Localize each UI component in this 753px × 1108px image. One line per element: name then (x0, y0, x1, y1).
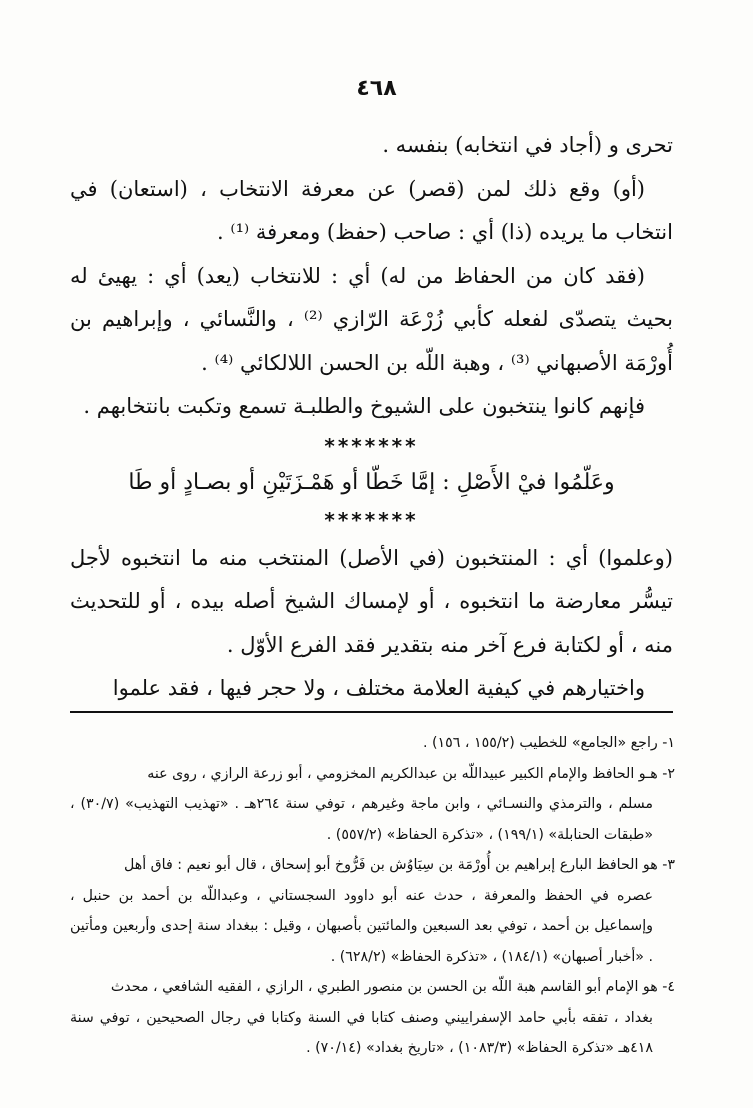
stars-divider-bottom: ******* (324, 507, 419, 532)
page-number: ٤٦٨ (356, 76, 397, 101)
paragraph-3: (فقد كان من الحفاظ من له) أي : للانتخاب (يعد) أي : يهيئ له بحيث يتصدّى لفعله كأبي زُرْعَة الرّازي ⁽²⁾ ، والنَّسائي ، وإبراهيم بن أُورْمَة الأصبهاني ⁽³⁾ ، وهبة اللّه بن الحسن اللالكائي ⁽⁴⁾ . (70, 263, 673, 375)
footnote-1: ١- راجع «الجامع» للخطيب (١٥٥/٢ ، ١٥٦) . (422, 735, 675, 751)
footnote-2-first-line: ٢- هـو الحافظ والإمام الكبير عبيداللّه بن عبدالكريم المخزومي ، أبو زرعة الرازي ، روى عنه (147, 765, 675, 782)
footnotes (70, 728, 675, 1064)
footnote-2-continuation: مسلم ، والترمذي والنسـائي ، وابن ماجة وغيرهم ، توفي سنة ٢٦٤هـ . «تهذيب التهذيب» (٣٠/٧) ، «طبقات الحنابلة» (١٩٩/١) ، «تذكرة الحفاظ» (٥٥٧/٢) . (70, 796, 654, 843)
footnote-3-continuation: عصره في الحفظ والمعرفة ، حدث عنه أبو داوود السجستاني ، وعبداللّه بن أحمد بن حنبل ، وإسماعيل بن أحمد ، توفي بعد السبعين والمائتين بأصبهان ، وقيل : ببغداد سنة إحدى وأربعين ومأتين . «أخبار أصبهان» (١٨٤/١) ، «تذكرة الحفاظ» (٦٢٨/٢) . (70, 887, 653, 965)
paragraph-6: واختيارهم في كيفية العلامة مختلف ، ولا حجر فيها ، فقد علموا (70, 667, 673, 713)
footnote-4-continuation: بغداد ، تفقه بأبي حامد الإسفراييني وصنف كتابا في السنة وكتابا في رجال الصحيحين ، توفي سنة ٤١٨هـ «تذكرة الحفاظ» (١٠٨٣/٣) ، «تاريخ بغداد» (٧٠/١٤) . (70, 1009, 653, 1056)
stars-divider-top: ******* (324, 433, 419, 458)
paragraph-1: تحرى و (أجاد في انتخابه) بنفسه . (382, 133, 673, 157)
paragraph-2: (أو) وقع ذلك لمن (قصر) عن معرفة الانتخاب ، (استعان) في انتخاب ما يريده (ذا) أي : صاحب (حفظ) ومعرفة ⁽¹⁾ . (70, 176, 673, 244)
verse-line: وعَلّمُوا فيْ الأَصْلِ : إمَّا خَطّا أو هَمْـزَتَيْنِ أو بصـادٍ أو طَا (128, 469, 615, 495)
footnote-3-first-line: ٣- هو الحافظ البارع إبراهيم بن أُورْمَة بن سِيَاوُش بن فَرُّوخ أبو إسحاق ، قال أبو نعيم : فاق أهل (124, 857, 675, 873)
main-text (70, 124, 673, 713)
paragraph-5: (وعلموا) أي : المنتخبون (في الأصل) المنتخب منه ما انتخبوه لأجل تيسُّر معارضة ما انتخبوه ، أو لإمساك الشيخ أصله بيده ، أو للتحديث منه ، أو لكتابة فرع آخر منه بتقدير فقد الفرع الأوّل . (70, 545, 673, 657)
footnote-4-first-line: ٤- هو الإمام أبو القاسم هبة اللّه بن الحسن بن منصور الطبري ، الرازي ، الفقيه الشافعي ، محدث (110, 979, 675, 995)
paragraph-4: فإنهم كانوا ينتخبون على الشيوخ والطلبـة تسمع وتكبت بانتخابهم . (83, 394, 645, 418)
